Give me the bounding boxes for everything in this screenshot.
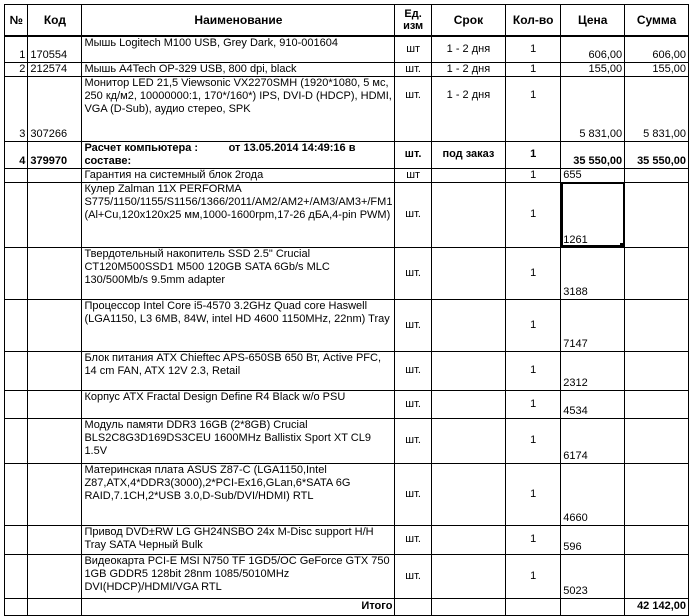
component-row: [5, 299, 689, 351]
cell-sum[interactable]: [625, 463, 689, 525]
cell-price-selected[interactable]: [561, 182, 625, 247]
cell-unit[interactable]: шт.: [395, 554, 431, 598]
cell-num[interactable]: 4: [5, 141, 28, 168]
cell-price[interactable]: 4534: [561, 390, 625, 418]
component-row: [5, 182, 689, 247]
cell-term[interactable]: 1 - 2 дня: [431, 62, 505, 76]
cell-qty[interactable]: 1: [506, 554, 561, 598]
cell-name[interactable]: Процессор Intel Core i5-4570 3.2GHz Quad core Haswell (LGA1150, L3 6MB, 84W, intel HD 4600 1150MHz, 22nm) Tray: [82, 299, 395, 351]
cell-name[interactable]: Расчет компьютера : от 13.05.2014 14:49:16 в составе:: [82, 141, 395, 168]
cell-qty[interactable]: 1: [506, 247, 561, 299]
cell-qty[interactable]: 1: [506, 182, 561, 247]
cell-code[interactable]: [28, 299, 82, 351]
cell-qty[interactable]: 1: [506, 36, 561, 62]
cell-unit[interactable]: шт.: [395, 525, 431, 554]
component-row: [5, 554, 689, 598]
cell-num[interactable]: [5, 598, 28, 615]
cell-unit[interactable]: шт.: [395, 418, 431, 463]
cell-code[interactable]: 212574: [28, 62, 82, 76]
cell-qty[interactable]: 1: [506, 62, 561, 76]
cell-price[interactable]: 155,00: [561, 62, 625, 76]
cell-term[interactable]: [431, 525, 505, 554]
cell-price[interactable]: 5023: [561, 554, 625, 598]
cell-term[interactable]: [431, 554, 505, 598]
cell-price[interactable]: 5 831,00: [561, 76, 625, 141]
table-row: [5, 76, 689, 141]
cell-sum[interactable]: 155,00: [625, 62, 689, 76]
cell-qty[interactable]: 1: [506, 76, 561, 141]
cell-term[interactable]: [431, 351, 505, 390]
component-row: [5, 463, 689, 525]
cell-code[interactable]: 379970: [28, 141, 82, 168]
total-label[interactable]: Итого: [82, 598, 395, 615]
component-row: [5, 390, 689, 418]
cell-name[interactable]: Блок питания ATX Chieftec APS-650SB 650 Вт, Active PFC, 14 cm FAN, ATX 12V 2.3, Retail: [82, 351, 395, 390]
cell-name[interactable]: Материнская плата ASUS Z87-C (LGA1150,Intel Z87,ATX,4*DDR3(3000),2*PCI-Ex16,GLan,6*SATA 6G RAID,7.1CH,2*USB 3.0,D-Sub/DVI/HDMI) RTL: [82, 463, 395, 525]
header-term[interactable]: Срок: [431, 5, 505, 37]
header-unit-line1: Ед.: [404, 8, 422, 20]
cell-num[interactable]: [5, 299, 28, 351]
header-num[interactable]: №: [5, 5, 28, 37]
cell-sum[interactable]: [625, 525, 689, 554]
cell-term[interactable]: [431, 390, 505, 418]
cell-num[interactable]: 3: [5, 76, 28, 141]
cell-sum[interactable]: [625, 390, 689, 418]
cell-qty[interactable]: [506, 598, 561, 615]
cell-qty[interactable]: 1: [506, 418, 561, 463]
header-unit-line2: изм: [403, 20, 424, 32]
cell-code[interactable]: [28, 168, 82, 182]
cell-qty[interactable]: 1: [506, 463, 561, 525]
cell-sum[interactable]: 5 831,00: [625, 76, 689, 141]
cell-unit[interactable]: шт.: [395, 247, 431, 299]
cell-unit[interactable]: шт.: [395, 76, 431, 141]
cell-sum[interactable]: 35 550,00: [625, 141, 689, 168]
cell-term[interactable]: [431, 299, 505, 351]
cell-code[interactable]: [28, 463, 82, 525]
cell-unit[interactable]: [395, 598, 431, 615]
cell-qty[interactable]: 1: [506, 525, 561, 554]
cell-unit[interactable]: шт.: [395, 299, 431, 351]
invoice-table: [4, 4, 689, 616]
cell-code[interactable]: [28, 351, 82, 390]
cell-qty[interactable]: 1: [506, 141, 561, 168]
header-code[interactable]: Код: [28, 5, 82, 37]
component-row: [5, 418, 689, 463]
cell-sum[interactable]: [625, 418, 689, 463]
cell-sum[interactable]: 606,00: [625, 36, 689, 62]
cell-price[interactable]: 3188: [561, 247, 625, 299]
cell-term[interactable]: [431, 418, 505, 463]
component-row: [5, 525, 689, 554]
cell-name[interactable]: Гарантия на системный блок 2года: [82, 168, 395, 182]
cell-qty[interactable]: 1: [506, 299, 561, 351]
cell-code[interactable]: [28, 182, 82, 247]
cell-num[interactable]: 1: [5, 36, 28, 62]
cell-code[interactable]: [28, 598, 82, 615]
fill-handle[interactable]: [620, 243, 625, 248]
cell-sum[interactable]: [625, 351, 689, 390]
cell-unit[interactable]: шт.: [395, 390, 431, 418]
cell-code[interactable]: 170554: [28, 36, 82, 62]
cell-price[interactable]: 606,00: [561, 36, 625, 62]
cell-price[interactable]: 6174: [561, 418, 625, 463]
cell-name[interactable]: Видеокарта PCI-E MSI N750 TF 1GD5/OC GeForce GTX 750 1GB GDDR5 128bit 28nm 1085/5010MHz DVI(HDCP)/HDMI/VGA RTL: [82, 554, 395, 598]
cell-price[interactable]: 2312: [561, 351, 625, 390]
cell-qty[interactable]: 1: [506, 390, 561, 418]
header-name[interactable]: Наименование: [82, 5, 395, 37]
cell-num[interactable]: [5, 418, 28, 463]
cell-sum[interactable]: [625, 299, 689, 351]
cell-num[interactable]: 2: [5, 62, 28, 76]
cell-price[interactable]: 4660: [561, 463, 625, 525]
cell-num[interactable]: [5, 390, 28, 418]
cell-num[interactable]: [5, 182, 28, 247]
cell-sum[interactable]: [625, 182, 689, 247]
cell-term[interactable]: под заказ: [431, 141, 505, 168]
cell-term[interactable]: [431, 598, 505, 615]
cell-unit[interactable]: шт.: [395, 182, 431, 247]
cell-num[interactable]: [5, 351, 28, 390]
cell-code[interactable]: [28, 418, 82, 463]
header-unit[interactable]: [395, 5, 431, 37]
table-row: [5, 141, 689, 168]
cell-code[interactable]: 307266: [28, 76, 82, 141]
header-sum[interactable]: Сумма: [625, 5, 689, 37]
cell-term[interactable]: 1 - 2 дня: [431, 36, 505, 62]
cell-name[interactable]: Модуль памяти DDR3 16GB (2*8GB) Crucial BLS2C8G3D169DS3CEU 1600MHz Ballistix Sport XT CL9 1.5V: [82, 418, 395, 463]
cell-price[interactable]: 7147: [561, 299, 625, 351]
cell-term[interactable]: [431, 168, 505, 182]
cell-sum[interactable]: [625, 168, 689, 182]
cell-term[interactable]: [431, 182, 505, 247]
cell-name[interactable]: Кулер Zalman 11X PERFORMA S775/1150/1155/S1156/1366/2011/AM2/AM2+/AM3/AM3+/FM1 (Al+Cu,120x120x25 мм,1000-1600rpm,17-26 дБА,4-pin PWM): [82, 182, 395, 247]
cell-price[interactable]: [561, 598, 625, 615]
cell-qty[interactable]: 1: [506, 351, 561, 390]
cell-price[interactable]: 596: [561, 525, 625, 554]
cell-num[interactable]: [5, 463, 28, 525]
component-row: [5, 168, 689, 182]
header-row: [5, 5, 689, 37]
cell-name[interactable]: Мышь A4Tech OP-329 USB, 800 dpi, black: [82, 62, 395, 76]
header-price[interactable]: Цена: [561, 5, 625, 37]
cell-price[interactable]: 35 550,00: [561, 141, 625, 168]
cell-sum[interactable]: [625, 554, 689, 598]
cell-name[interactable]: Привод DVD±RW LG GH24NSBO 24x M-Disc support H/H Tray SATA Черный Bulk: [82, 525, 395, 554]
cell-name[interactable]: Корпус ATX Fractal Design Define R4 Black w/o PSU: [82, 390, 395, 418]
total-value[interactable]: 42 142,00: [625, 598, 689, 615]
table-row: [5, 62, 689, 76]
cell-unit[interactable]: шт: [395, 36, 431, 62]
total-row: [5, 598, 689, 615]
cell-name[interactable]: Твердотельный накопитель SSD 2.5" Crucial CT120M500SSD1 M500 120GB SATA 6Gb/s MLC 130/500Mb/s 9.5mm adapter: [82, 247, 395, 299]
table-row: [5, 36, 689, 62]
cell-code[interactable]: [28, 525, 82, 554]
cell-unit[interactable]: шт.: [395, 141, 431, 168]
component-row: [5, 247, 689, 299]
cell-unit[interactable]: шт.: [395, 351, 431, 390]
cell-term[interactable]: [431, 247, 505, 299]
cell-code[interactable]: [28, 390, 82, 418]
cell-unit[interactable]: шт.: [395, 62, 431, 76]
cell-name[interactable]: Мышь Logitech M100 USB, Grey Dark, 910-001604: [82, 36, 395, 62]
cell-price-value: 1261: [563, 233, 588, 246]
cell-num[interactable]: [5, 525, 28, 554]
cell-num[interactable]: [5, 554, 28, 598]
cell-num[interactable]: [5, 168, 28, 182]
cell-unit[interactable]: шт.: [395, 463, 431, 525]
header-qty[interactable]: Кол-во: [506, 5, 561, 37]
cell-term[interactable]: [431, 463, 505, 525]
cell-price[interactable]: 655: [561, 168, 625, 182]
component-row: [5, 351, 689, 390]
cell-name[interactable]: Монитор LED 21,5 Viewsonic VX2270SMH (1920*1080, 5 мс, 250 кд/м2, 10000000:1, 170*/160*) IPS, DVI-D (HDCP), HDMI, VGA (D-Sub), аудио стерео, SPK: [82, 76, 395, 141]
cell-code[interactable]: [28, 554, 82, 598]
cell-num[interactable]: [5, 247, 28, 299]
cell-sum[interactable]: [625, 247, 689, 299]
cell-code[interactable]: [28, 247, 82, 299]
cell-qty[interactable]: 1: [506, 168, 561, 182]
cell-unit[interactable]: шт: [395, 168, 431, 182]
cell-term[interactable]: 1 - 2 дня: [431, 76, 505, 141]
